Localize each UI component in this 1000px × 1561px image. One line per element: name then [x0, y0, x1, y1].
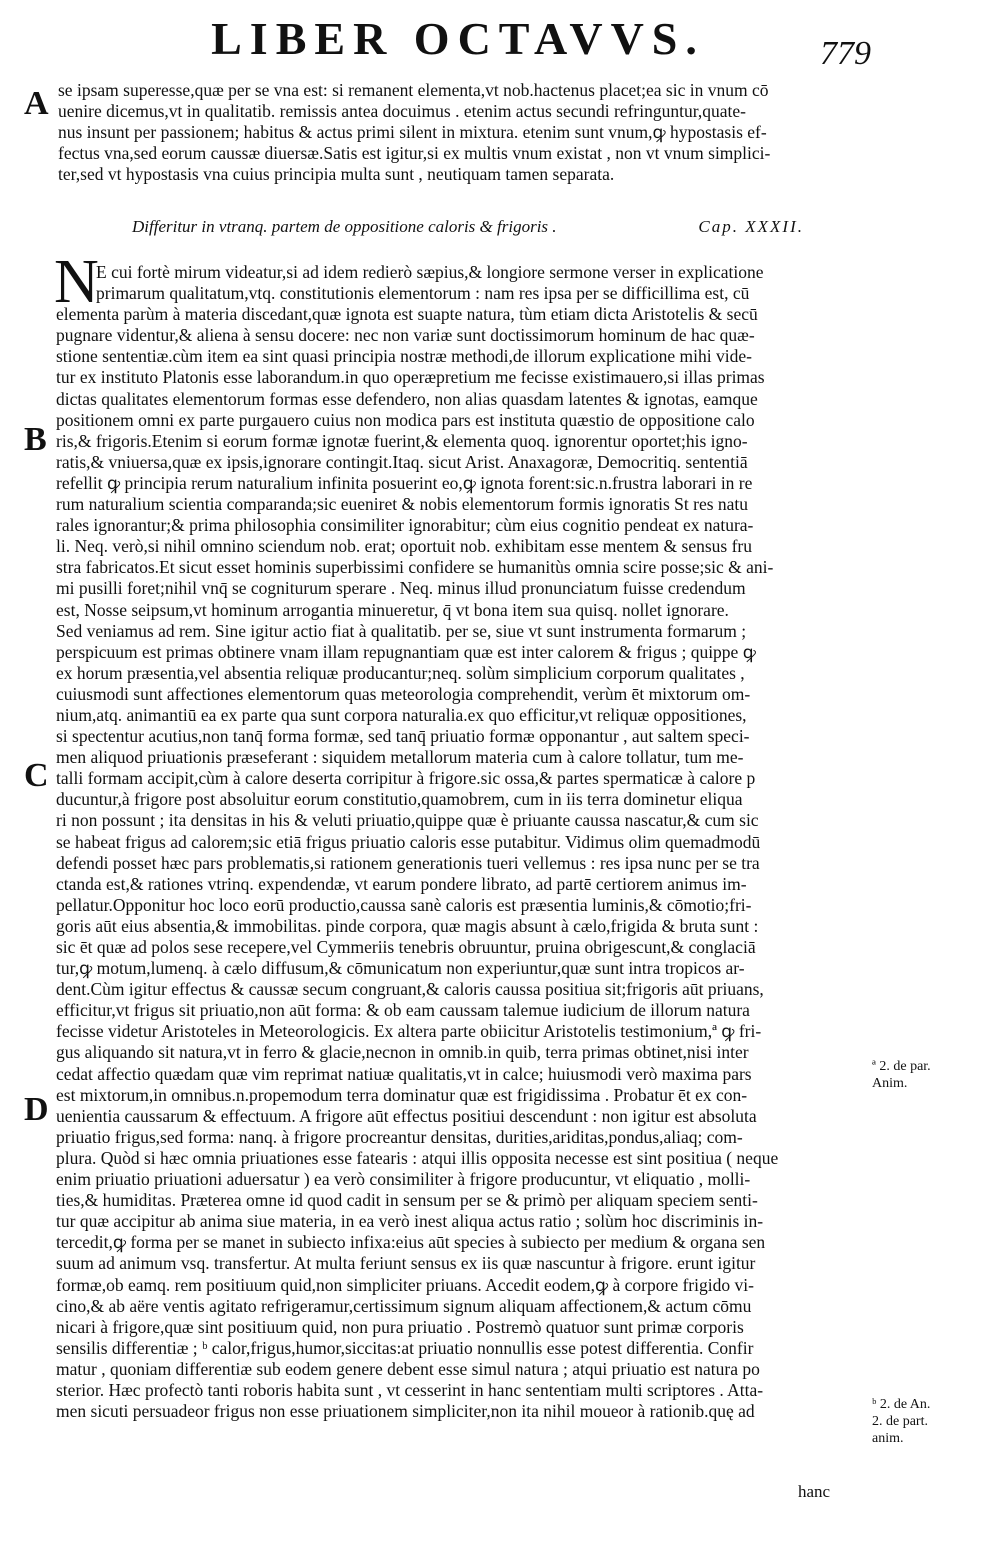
text-line: tur,ꝙ motum,lumenq. à cælo diffusum,& cōmunicatum non experiuntur,quæ sunt intra tropicos ar- [56, 958, 745, 979]
text-line: ri non possunt ; ita densitas in his & veluti priuatio,quippe quæ è priuante caussa nascatur,& cum sic [56, 810, 759, 831]
text-line: priuatio frigus,sed forma: nanq. à frigore procreantur densitas, durities,ariditas,pondus,aliaq; com- [56, 1126, 743, 1147]
text-line: goris aūt eius absentia,& immobilitas. pinde corpora, quæ magis absunt à cælo,frigida & bruta sunt : [56, 915, 759, 936]
text-line: dent.Cùm igitur effectus & caussæ secum congruant,& caloris caussa positiua sit;frigoris aūt priuans, [56, 979, 764, 1000]
text-line: fectus vna,sed eorum caussæ diuersæ.Satis est igitur,si ex multis vnum existat , non vt vnum simplici- [58, 143, 771, 164]
section-letter-c: C [24, 757, 49, 794]
text-line: li. Neq. verò,si nihil omnino sciendum nob. erat; oportuit nob. exhibitam esse mentem & sensus fru [56, 536, 753, 557]
text-line: nus insunt per passionem; habitus & actus primi silent in mixtura. etenim sunt vnum,ꝙ hypostasis ef- [58, 122, 767, 143]
chapter-title: Differitur in vtranq. partem de oppositione caloris & frigoris . [132, 217, 557, 236]
text-line: est, Nosse seipsum,vt hominum arrogantia minueretur, q̄ vt bona item sua quisq. nollet ignorare. [56, 599, 729, 620]
text-line: perspicuum est primas obtinere vnam illam repugnantiam quæ est inter calorem & frigus ; quippe ꝙ [56, 641, 756, 662]
drop-cap: N [54, 248, 99, 316]
text-line: E cui fortè mirum videatur,si ad idem redierò sæpius,& longiore sermone verser in explicatione [96, 262, 764, 282]
text-line: men sicuti persuadeor frigus non esse priuationem simpliciter,non ita nihil moueor à rationib.quę ad [56, 1401, 755, 1422]
text-line: stra fabricatos.Et sicut esset hominis superbissimi confidere se humanitùs omnia scire posse;sic & ani- [56, 557, 774, 578]
text-line: mi pusilli foret;nihil vnq̄ se cogniturum sperare . Neq. minus illud pronunciatum fuisse credendum [56, 578, 746, 599]
page-number: 779 [820, 35, 871, 72]
text-line: ties,& humiditas. Præterea omne id quod cadit in sensum per se & primò per aliquam speciem senti- [56, 1190, 758, 1211]
text-line: uenire dicemus,vt in qualitatib. remissis antea docuimus . etenim actus secundi refringuntur,quate- [58, 101, 746, 122]
text-line: enim priuatio priuationi aduersatur ) ea verò consimiliter à frigore producuntur, vt eliquatio , molli- [56, 1169, 751, 1190]
text-line: positionem omni ex parte purgauero cuius non modica pars est instituta quæstio de oppositione calo [56, 409, 755, 430]
text-line: ducuntur,à frigore post absoluitur eorum constitutio,quamobrem, cum in iis terra dominetur eliqua [56, 789, 743, 810]
text-line: men aliquod priuationis præseferant : siquidem metallorum materia cum à calore tollatur, tum me- [56, 747, 744, 768]
margin-note-line: 2. de part. [872, 1414, 928, 1429]
text-line: gus aliquando sit natura,vt in ferro & glacie,necnon in omnib.in quib, terra primas obtinet,nisi inter [56, 1042, 749, 1063]
text-line: formæ,ob eamq. rem positiuum quid,non simpliciter priuans. Accedit eodem,ꝙ à corpore frigido vi- [56, 1274, 754, 1295]
text-line: cino,& ab aëre ventis agitato refrigeramur,certissimum signum aliquam affectionem,& actum cōmu [56, 1295, 752, 1316]
text-line: rum naturalium scientia comparanda;sic eueniret & nobis elementorum formis ignoratis St res natu [56, 494, 749, 515]
text-line: suum ad animum vsq. transfertur. At multa feriunt sensus ex iis quæ nascuntur à frigore. erunt igitur [56, 1253, 756, 1274]
text-line: tercedit,ꝙ forma per se manet in subiecto infixa:eius aūt species à subiecto per medium & organa sen [56, 1232, 766, 1253]
text-line: stione sententiæ.cùm item ea sint quasi principia nostræ methodi,de illorum explicatione mihi vide- [56, 346, 752, 367]
text-line: elementa parùm à materia discedant,quæ ignota est suapte natura, tùm etiam dicta Aristotelis & secū [56, 304, 758, 325]
text-line: nium,atq. animantiū ea ex parte qua sunt corpora naturalia.ex quo efficitur,vt reliquæ oppositiones, [56, 704, 747, 725]
text-line: sterior. Hæc profectò tanti roboris habita sunt , vt cesserint in hanc sententiam multi scriptores . Atta- [56, 1379, 764, 1400]
section-letter-b: B [24, 421, 47, 458]
text-line: dictas qualitates elementorum formas esse defendero, non alias quasdam latentes & ignotas, eamque [56, 388, 758, 409]
top-paragraph [58, 80, 874, 185]
section-letter-a: A [24, 85, 49, 122]
text-line: matur , quoniam differentiæ sub eodem genere debent esse simul natura ; atqui priuatio est natura po [56, 1358, 760, 1379]
text-line: pugnare videntur,& aliena à sensu docere: nec non variæ sunt doctissimorum hominum de hac quæ- [56, 325, 755, 346]
margin-note-line: Anim. [872, 1076, 908, 1091]
text-line: fecisse videtur Aristoteles in Meteorologicis. Ex altera parte obiicitur Aristotelis testimonium,ª ꝙ fri- [56, 1021, 762, 1042]
catchword: hanc [798, 1482, 831, 1501]
text-line: plura. Quòd si hæc omnia priuationes esse fatearis : atqui illis opposita necesse est sint positiua ( neque [56, 1147, 779, 1168]
text-line: sic ēt quæ ad polos sese recepere,vel Cymmeriis tenebris obruuntur, pruina obrigescunt,& conglaciā [56, 937, 756, 957]
section-letter-d: D [24, 1091, 49, 1128]
text-line: tur quæ accipitur ab anima siue materia, in ea verò inest aliqua actus ratio ; solùm hoc discriminis in- [56, 1211, 764, 1232]
text-line: se habeat frigus ad calorem;sic etiā frigus priuatio caloris esse putabitur. Vidimus olim quemadmodū [56, 831, 761, 852]
text-line: rales ignorantur;& prima philosophia consimiliter ignorabitur; cùm eius cognitio pendeat ex natura- [56, 515, 754, 536]
margin-note-line: anim. [872, 1431, 904, 1446]
body-text [56, 304, 872, 1422]
margin-note-line: ᵇ 2. de An. [872, 1397, 931, 1412]
text-line: primarum qualitatum,vtq. constitutionis elementorum : nam res ipsa per se difficillima est, cū [96, 283, 750, 304]
text-line: Sed veniamus ad rem. Sine igitur actio fiat à qualitatib. per se, siue vt sunt instrumenta formarum ; [56, 620, 747, 641]
text-line: talli formam accipit,cùm à calore deserta corripitur à frigore.sic ossa,& partes spermaticæ à calore p [56, 768, 756, 789]
text-line: ex horum præsentia,vel absentia reliquæ producantur;neq. solùm simplicium corporum qualitates , [56, 662, 745, 683]
text-line: uenientia caussarum & effectuum. A frigore aūt effectus positiui descendunt : non igitur est absoluta [56, 1105, 757, 1126]
text-line: pellatur.Opponitur hoc loco eorū productio,caussa sanè caloris est præsentia luminis,& cōmotio;fri- [56, 894, 752, 915]
margin-note-a [872, 1058, 982, 1092]
text-line: ris,& frigoris.Etenim si eorum formæ ignotæ fuerint,& elementa quoq. ignorentur oportet;his igno- [56, 430, 748, 451]
running-head: LIBER OCTAVVS. [211, 13, 705, 64]
text-line: ratis,& vniuersa,quæ ex ipsis,ignorare contingit.Itaq. sicut Arist. Anaxagoræ, Democritiq. sententiā [56, 451, 748, 472]
chapter-number: Cap. XXXII. [698, 217, 804, 236]
text-line: cedat affectio quædam quæ vim reprimat natiuæ qualitatis,vt in calce; huiusmodi verò maxima pars [56, 1063, 752, 1084]
text-line: si spectentur acutius,non tanq̄ forma formæ, sed tanq̄ priuatio formæ opponantur , aut saltem speci- [56, 726, 750, 747]
text-line: ter,sed vt hypostasis vna cuius principia multa sunt , neutiquam tamen separata. [58, 164, 615, 185]
body-text-initial [96, 262, 872, 304]
margin-note-b [872, 1396, 982, 1447]
text-line: refellit ꝙ principia rerum naturalium infinita posuerint eo,ꝙ ignota forent:sic.n.frustra laborari in re [56, 472, 753, 493]
text-line: nicari à frigore,quæ sint positiuum quid, non pura priuatio . Postremò quatuor sunt primæ corporis [56, 1316, 744, 1337]
text-line: defendi posset hæc pars problematis,si rationem generationis tueri vellemus : res ipsa nunc per se tra [56, 852, 760, 873]
text-line: efficitur,vt frigus sit priuatio,non aūt forma: & ob eam caussam talemue iudicium de illorum natura [56, 1000, 750, 1021]
text-line: ctanda est,& rationes vtrinq. expendendæ, vt earum pondere librato, ad partē certiorem animus im- [56, 873, 747, 894]
text-line: se ipsam superesse,quæ per se vna est: si remanent elementa,vt nob.hactenus placet;ea sic in vnum cō [58, 80, 769, 100]
text-line: cuiusmodi sunt affectiones elementorum quas meteorologia comprehendit, verùm ēt mixtorum om- [56, 683, 751, 704]
text-line: est mixtorum,in omnibus.n.propemodum terra dominatur quæ est frigidissima . Probatur ēt ex con- [56, 1084, 748, 1105]
text-line: tur ex instituto Platonis esse laborandum.in quo operæpretium me fecisse existimauero,si illas primas [56, 367, 765, 388]
text-line: sensilis differentiæ ; ᵇ calor,frigus,humor,siccitas:at priuatio nonnullis esse potest differentia. Confir [56, 1337, 754, 1358]
margin-note-line: ª 2. de par. [872, 1059, 931, 1074]
